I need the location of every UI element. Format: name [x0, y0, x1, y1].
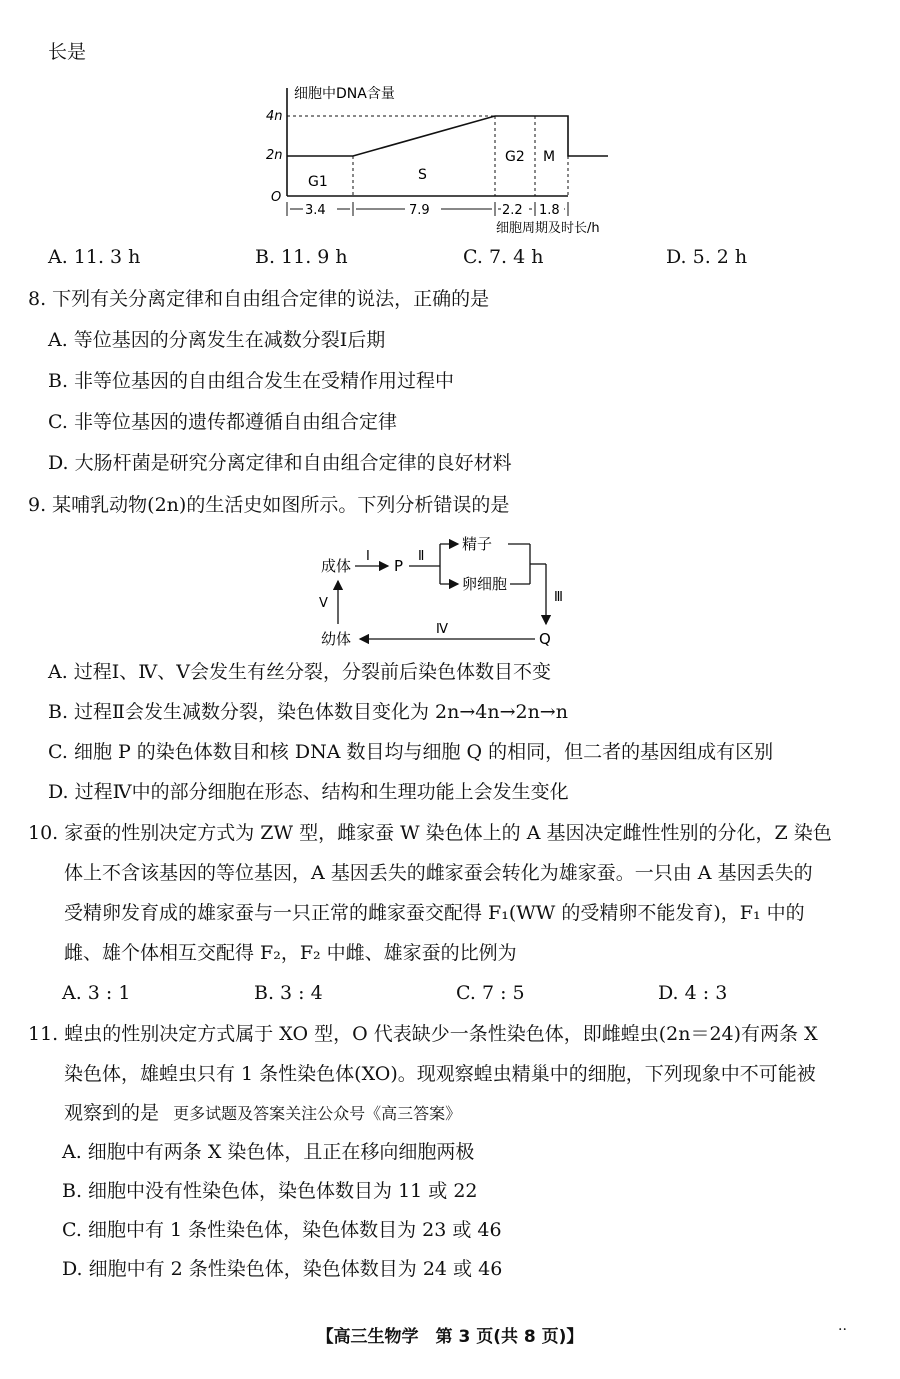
q9-option-a: A. 过程Ⅰ、Ⅳ、Ⅴ会发生有丝分裂，分裂前后染色体数目不变: [48, 661, 552, 683]
duration-g2: 2.2: [502, 203, 523, 218]
question-7-tail: 长是: [48, 41, 87, 63]
q11-line-2: 染色体，雄蝗虫只有 1 条性染色体(XO)。现观察蝗虫精巢中的细胞，下列现象中不可能被: [64, 1063, 816, 1085]
q9-stem: 9. 某哺乳动物(2n)的生活史如图所示。下列分析错误的是: [28, 494, 510, 516]
q10-option-c: C. 7 : 5: [456, 982, 525, 1004]
q10-option-a: A. 3 : 1: [62, 982, 131, 1004]
q11-line-1: 11. 蝗虫的性别决定方式属于 XO 型，O 代表缺少一条性染色体，即雌蝗虫(2n＝24)有两条 X: [28, 1023, 818, 1045]
q8-option-b: B. 非等位基因的自由组合发生在受精作用过程中: [48, 370, 455, 392]
q7-option-b: B. 11. 9 h: [255, 246, 348, 268]
node-juvenile: 幼体: [321, 630, 352, 648]
q8-stem: 8. 下列有关分离定律和自由组合定律的说法，正确的是: [28, 288, 490, 310]
q11-option-b: B. 细胞中没有性染色体，染色体数目为 11 或 22: [62, 1180, 478, 1202]
x-axis-title: 细胞周期及时长/h: [496, 221, 600, 236]
q11-line-3-text: 观察到的是: [64, 1102, 160, 1124]
label-process-3: Ⅲ: [554, 590, 563, 605]
q10-line-1: 10. 家蚕的性别决定方式为 ZW 型，雌家蚕 W 染色体上的 A 基因决定雌性性别的分化，Z 染色: [28, 822, 832, 844]
node-p: P: [394, 557, 404, 575]
q10-line-2: 体上不含该基因的等位基因，A 基因丢失的雌家蚕会转化为雄家蚕。一只由 A 基因丢失的: [64, 862, 813, 884]
node-adult: 成体: [321, 557, 352, 575]
phase-m: M: [543, 149, 556, 165]
q9-option-c: C. 细胞 P 的染色体数目和核 DNA 数目均与细胞 Q 的相同，但二者的基因组成有区别: [48, 741, 774, 763]
tick-2n: 2n: [266, 148, 283, 163]
q10-line-4: 雌、雄个体相互交配得 F₂，F₂ 中雌、雄家蚕的比例为: [64, 942, 517, 964]
q8-option-a: A. 等位基因的分离发生在减数分裂Ⅰ后期: [48, 329, 386, 351]
tick-4n: 4n: [266, 109, 283, 124]
q8-option-c: C. 非等位基因的遗传都遵循自由组合定律: [48, 411, 397, 433]
page-footer: 【高三生物学 第 3 页(共 8 页)】: [316, 1327, 584, 1347]
q11-line-3: [64, 1101, 461, 1126]
q10-option-b: B. 3 : 4: [254, 982, 323, 1004]
q10-option-d: D. 4 : 3: [658, 982, 728, 1004]
q11-option-c: C. 细胞中有 1 条性染色体，染色体数目为 23 或 46: [62, 1219, 502, 1241]
q11-option-a: A. 细胞中有两条 X 染色体，且正在移向细胞两极: [62, 1141, 475, 1163]
duration-m: 1.8: [539, 203, 560, 218]
y-axis-title: 细胞中DNA含量: [294, 86, 395, 102]
node-q: Q: [539, 630, 551, 648]
q7-option-c: C. 7. 4 h: [463, 246, 544, 268]
life-cycle-diagram: [0, 526, 900, 656]
phase-s: S: [418, 167, 427, 183]
watermark-text: 更多试题及答案关注公众号《高三答案》: [173, 1104, 462, 1123]
phase-g2: G2: [505, 149, 525, 165]
corner-mark: ..: [838, 1318, 847, 1334]
label-process-5: Ⅴ: [319, 596, 328, 611]
q7-option-d: D. 5. 2 h: [666, 246, 748, 268]
q10-line-3: 受精卵发育成的雄家蚕与一只正常的雌家蚕交配得 F₁(WW 的受精卵不能发育)，F₁ 中的: [64, 902, 805, 924]
q7-option-a: A. 11. 3 h: [48, 246, 141, 268]
q9-option-b: B. 过程Ⅱ会发生减数分裂，染色体数目变化为 2n→4n→2n→n: [48, 701, 568, 723]
label-process-1: Ⅰ: [366, 549, 370, 564]
q11-option-d: D. 细胞中有 2 条性染色体，染色体数目为 24 或 46: [62, 1258, 503, 1280]
duration-s: 7.9: [409, 203, 430, 218]
q9-option-d: D. 过程Ⅳ中的部分细胞在形态、结构和生理功能上会发生变化: [48, 781, 569, 803]
node-egg: 卵细胞: [462, 575, 508, 593]
dna-curve: [287, 116, 608, 156]
tick-origin: O: [271, 190, 282, 205]
node-sperm: 精子: [462, 535, 493, 553]
phase-g1: G1: [308, 174, 328, 190]
label-process-2: Ⅱ: [418, 549, 425, 564]
duration-g1: 3.4: [305, 203, 326, 218]
label-process-4: Ⅳ: [436, 622, 448, 637]
dna-content-chart: [0, 70, 900, 320]
q8-option-d: D. 大肠杆菌是研究分离定律和自由组合定律的良好材料: [48, 452, 512, 474]
